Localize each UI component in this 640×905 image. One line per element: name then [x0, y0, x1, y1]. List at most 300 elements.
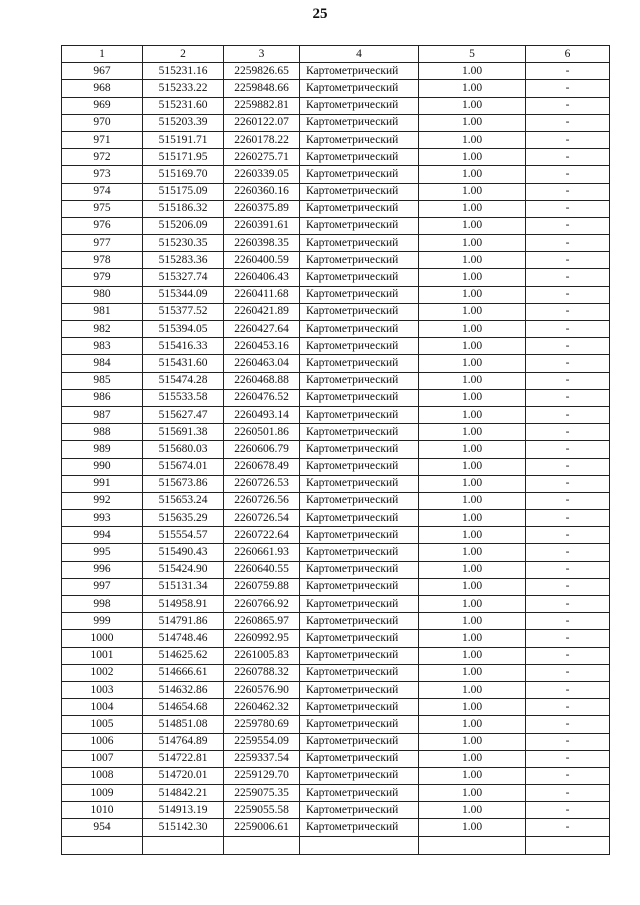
point-number-cell: 972: [62, 149, 143, 166]
method-cell: Картометрический: [300, 321, 419, 338]
table-row: [62, 785, 610, 802]
table-row: [62, 372, 610, 389]
y-coordinate-cell: 2260476.52: [224, 389, 300, 406]
method-cell: Картометрический: [300, 681, 419, 698]
accuracy-cell: 1.00: [419, 183, 526, 200]
y-coordinate-cell: 2259129.70: [224, 767, 300, 784]
x-coordinate-cell: 515131.34: [143, 578, 224, 595]
method-cell: Картометрический: [300, 767, 419, 784]
point-number-cell: 987: [62, 406, 143, 423]
x-coordinate-cell: 515283.36: [143, 252, 224, 269]
point-number-cell: 998: [62, 596, 143, 613]
note-cell: -: [526, 200, 610, 217]
column-header: 4: [300, 46, 419, 63]
x-coordinate-cell: 515680.03: [143, 441, 224, 458]
method-cell: Картометрический: [300, 303, 419, 320]
table-row: [62, 338, 610, 355]
x-coordinate-cell: 515490.43: [143, 544, 224, 561]
table-row: [62, 475, 610, 492]
page-number: 25: [312, 6, 328, 22]
accuracy-cell: 1.00: [419, 252, 526, 269]
x-coordinate-cell: 515171.95: [143, 149, 224, 166]
y-coordinate-cell: 2260360.16: [224, 183, 300, 200]
method-cell: Картометрический: [300, 458, 419, 475]
method-cell: Картометрический: [300, 166, 419, 183]
y-coordinate-cell: 2260640.55: [224, 561, 300, 578]
x-coordinate-cell: 514851.08: [143, 716, 224, 733]
point-number-cell: 986: [62, 389, 143, 406]
note-cell: -: [526, 802, 610, 819]
y-coordinate-cell: 2259848.66: [224, 80, 300, 97]
note-cell: -: [526, 767, 610, 784]
x-coordinate-cell: 515653.24: [143, 492, 224, 509]
x-coordinate-cell: 515377.52: [143, 303, 224, 320]
note-cell: -: [526, 338, 610, 355]
point-number-cell: 1004: [62, 699, 143, 716]
table-row: [62, 596, 610, 613]
method-cell: Картометрический: [300, 217, 419, 234]
accuracy-cell: 1.00: [419, 750, 526, 767]
y-coordinate-cell: 2260606.79: [224, 441, 300, 458]
y-coordinate-cell: 2260453.16: [224, 338, 300, 355]
accuracy-cell: 1.00: [419, 200, 526, 217]
table-row: [62, 767, 610, 784]
y-coordinate-cell: 2260678.49: [224, 458, 300, 475]
point-number-cell: 1001: [62, 647, 143, 664]
accuracy-cell: 1.00: [419, 149, 526, 166]
column-header: 3: [224, 46, 300, 63]
table-row: [62, 716, 610, 733]
method-cell: Картометрический: [300, 733, 419, 750]
y-coordinate-cell: 2260411.68: [224, 286, 300, 303]
table-row: [62, 733, 610, 750]
accuracy-cell: 1.00: [419, 785, 526, 802]
point-number-cell: 996: [62, 561, 143, 578]
accuracy-cell: 1.00: [419, 458, 526, 475]
method-cell: Картометрический: [300, 406, 419, 423]
method-cell: Картометрический: [300, 596, 419, 613]
accuracy-cell: 1.00: [419, 321, 526, 338]
y-coordinate-cell: 2260406.43: [224, 269, 300, 286]
point-number-cell: 992: [62, 492, 143, 509]
point-number-cell: 989: [62, 441, 143, 458]
point-number-cell: 1008: [62, 767, 143, 784]
column-header: 6: [526, 46, 610, 63]
y-coordinate-cell: 2259075.35: [224, 785, 300, 802]
x-coordinate-cell: 514748.46: [143, 630, 224, 647]
method-cell: Картометрический: [300, 475, 419, 492]
table-row: [62, 699, 610, 716]
x-coordinate-cell: 514913.19: [143, 802, 224, 819]
x-coordinate-cell: 515474.28: [143, 372, 224, 389]
note-cell: -: [526, 664, 610, 681]
x-coordinate-cell: 515627.47: [143, 406, 224, 423]
method-cell: Картометрический: [300, 424, 419, 441]
point-number-cell: 954: [62, 819, 143, 836]
point-number-cell: 978: [62, 252, 143, 269]
accuracy-cell: 1.00: [419, 802, 526, 819]
method-cell: Картометрический: [300, 355, 419, 372]
accuracy-cell: 1.00: [419, 389, 526, 406]
accuracy-cell: 1.00: [419, 424, 526, 441]
note-cell: -: [526, 699, 610, 716]
point-number-cell: 1003: [62, 681, 143, 698]
column-header: 1: [62, 46, 143, 63]
table-row: [62, 647, 610, 664]
point-number-cell: 1010: [62, 802, 143, 819]
table-row: [62, 235, 610, 252]
point-number-cell: 1007: [62, 750, 143, 767]
note-cell: -: [526, 681, 610, 698]
empty-cell: [419, 836, 526, 854]
x-coordinate-cell: 514666.61: [143, 664, 224, 681]
point-number-cell: 982: [62, 321, 143, 338]
method-cell: Картометрический: [300, 613, 419, 630]
accuracy-cell: 1.00: [419, 767, 526, 784]
x-coordinate-cell: 514632.86: [143, 681, 224, 698]
accuracy-cell: 1.00: [419, 286, 526, 303]
table-row: [62, 149, 610, 166]
note-cell: -: [526, 269, 610, 286]
point-number-cell: 971: [62, 131, 143, 148]
y-coordinate-cell: 2260391.61: [224, 217, 300, 234]
y-coordinate-cell: 2260501.86: [224, 424, 300, 441]
point-number-cell: 976: [62, 217, 143, 234]
note-cell: -: [526, 217, 610, 234]
point-number-cell: 967: [62, 63, 143, 80]
point-number-cell: 979: [62, 269, 143, 286]
table-row: [62, 613, 610, 630]
note-cell: -: [526, 321, 610, 338]
table-row: [62, 458, 610, 475]
note-cell: -: [526, 630, 610, 647]
method-cell: Картометрический: [300, 235, 419, 252]
y-coordinate-cell: 2260178.22: [224, 131, 300, 148]
table-row: [62, 819, 610, 836]
y-coordinate-cell: 2260992.95: [224, 630, 300, 647]
y-coordinate-cell: 2259780.69: [224, 716, 300, 733]
method-cell: Картометрический: [300, 750, 419, 767]
accuracy-cell: 1.00: [419, 235, 526, 252]
note-cell: -: [526, 510, 610, 527]
point-number-cell: 1009: [62, 785, 143, 802]
x-coordinate-cell: 514720.01: [143, 767, 224, 784]
point-number-cell: 968: [62, 80, 143, 97]
empty-cell: [143, 836, 224, 854]
method-cell: Картометрический: [300, 97, 419, 114]
x-coordinate-cell: 515673.86: [143, 475, 224, 492]
table-row: [62, 217, 610, 234]
note-cell: -: [526, 458, 610, 475]
empty-cell: [300, 836, 419, 854]
accuracy-cell: 1.00: [419, 441, 526, 458]
x-coordinate-cell: 514791.86: [143, 613, 224, 630]
accuracy-cell: 1.00: [419, 131, 526, 148]
note-cell: -: [526, 596, 610, 613]
note-cell: -: [526, 647, 610, 664]
method-cell: Картометрический: [300, 252, 419, 269]
method-cell: Картометрический: [300, 114, 419, 131]
method-cell: Картометрический: [300, 664, 419, 681]
y-coordinate-cell: 2260400.59: [224, 252, 300, 269]
point-number-cell: 991: [62, 475, 143, 492]
note-cell: -: [526, 252, 610, 269]
point-number-cell: 994: [62, 527, 143, 544]
note-cell: -: [526, 716, 610, 733]
accuracy-cell: 1.00: [419, 406, 526, 423]
x-coordinate-cell: 515344.09: [143, 286, 224, 303]
table-row: [62, 578, 610, 595]
x-coordinate-cell: 515431.60: [143, 355, 224, 372]
method-cell: Картометрический: [300, 647, 419, 664]
point-number-cell: 990: [62, 458, 143, 475]
x-coordinate-cell: 515169.70: [143, 166, 224, 183]
x-coordinate-cell: 514625.62: [143, 647, 224, 664]
method-cell: Картометрический: [300, 80, 419, 97]
x-coordinate-cell: 515424.90: [143, 561, 224, 578]
accuracy-cell: 1.00: [419, 544, 526, 561]
table-header-row: [62, 46, 610, 63]
accuracy-cell: 1.00: [419, 97, 526, 114]
empty-cell: [526, 836, 610, 854]
column-header: 2: [143, 46, 224, 63]
point-number-cell: 993: [62, 510, 143, 527]
y-coordinate-cell: 2260759.88: [224, 578, 300, 595]
y-coordinate-cell: 2260122.07: [224, 114, 300, 131]
empty-table-row: [62, 836, 610, 854]
y-coordinate-cell: 2260468.88: [224, 372, 300, 389]
accuracy-cell: 1.00: [419, 527, 526, 544]
accuracy-cell: 1.00: [419, 664, 526, 681]
note-cell: -: [526, 750, 610, 767]
note-cell: -: [526, 544, 610, 561]
y-coordinate-cell: 2260493.14: [224, 406, 300, 423]
y-coordinate-cell: 2260462.32: [224, 699, 300, 716]
method-cell: Картометрический: [300, 63, 419, 80]
x-coordinate-cell: 515142.30: [143, 819, 224, 836]
y-coordinate-cell: 2259882.81: [224, 97, 300, 114]
method-cell: Картометрический: [300, 338, 419, 355]
point-number-cell: 975: [62, 200, 143, 217]
x-coordinate-cell: 515416.33: [143, 338, 224, 355]
y-coordinate-cell: 2260726.53: [224, 475, 300, 492]
table-row: [62, 630, 610, 647]
accuracy-cell: 1.00: [419, 338, 526, 355]
accuracy-cell: 1.00: [419, 269, 526, 286]
note-cell: -: [526, 131, 610, 148]
note-cell: -: [526, 183, 610, 200]
note-cell: -: [526, 389, 610, 406]
point-number-cell: 1005: [62, 716, 143, 733]
x-coordinate-cell: 515327.74: [143, 269, 224, 286]
y-coordinate-cell: 2260661.93: [224, 544, 300, 561]
method-cell: Картометрический: [300, 561, 419, 578]
x-coordinate-cell: 515533.58: [143, 389, 224, 406]
note-cell: -: [526, 406, 610, 423]
accuracy-cell: 1.00: [419, 647, 526, 664]
table-row: [62, 269, 610, 286]
x-coordinate-cell: 515691.38: [143, 424, 224, 441]
note-cell: -: [526, 492, 610, 509]
note-cell: -: [526, 372, 610, 389]
method-cell: Картометрический: [300, 544, 419, 561]
note-cell: -: [526, 441, 610, 458]
note-cell: -: [526, 63, 610, 80]
method-cell: Картометрический: [300, 819, 419, 836]
table-row: [62, 183, 610, 200]
method-cell: Картометрический: [300, 527, 419, 544]
accuracy-cell: 1.00: [419, 166, 526, 183]
y-coordinate-cell: 2260722.64: [224, 527, 300, 544]
point-number-cell: 983: [62, 338, 143, 355]
table-row: [62, 97, 610, 114]
x-coordinate-cell: 515191.71: [143, 131, 224, 148]
note-cell: -: [526, 578, 610, 595]
point-number-cell: 1002: [62, 664, 143, 681]
x-coordinate-cell: 515186.32: [143, 200, 224, 217]
method-cell: Картометрический: [300, 149, 419, 166]
method-cell: Картометрический: [300, 578, 419, 595]
empty-cell: [224, 836, 300, 854]
accuracy-cell: 1.00: [419, 372, 526, 389]
table-row: [62, 561, 610, 578]
table-row: [62, 750, 610, 767]
y-coordinate-cell: 2261005.83: [224, 647, 300, 664]
y-coordinate-cell: 2260726.56: [224, 492, 300, 509]
point-number-cell: 974: [62, 183, 143, 200]
table-row: [62, 166, 610, 183]
method-cell: Картометрический: [300, 699, 419, 716]
table-row: [62, 510, 610, 527]
method-cell: Картометрический: [300, 492, 419, 509]
note-cell: -: [526, 235, 610, 252]
table-row: [62, 63, 610, 80]
x-coordinate-cell: 514958.91: [143, 596, 224, 613]
y-coordinate-cell: 2260766.92: [224, 596, 300, 613]
point-number-cell: 1006: [62, 733, 143, 750]
note-cell: -: [526, 286, 610, 303]
method-cell: Картометрический: [300, 200, 419, 217]
table-row: [62, 802, 610, 819]
x-coordinate-cell: 514654.68: [143, 699, 224, 716]
note-cell: -: [526, 149, 610, 166]
note-cell: -: [526, 166, 610, 183]
table-body: [62, 63, 610, 854]
coordinates-table: [61, 45, 610, 855]
table-row: [62, 114, 610, 131]
x-coordinate-cell: 515233.22: [143, 80, 224, 97]
y-coordinate-cell: 2259006.61: [224, 819, 300, 836]
y-coordinate-cell: 2259826.65: [224, 63, 300, 80]
x-coordinate-cell: 515635.29: [143, 510, 224, 527]
accuracy-cell: 1.00: [419, 217, 526, 234]
table-row: [62, 200, 610, 217]
method-cell: Картометрический: [300, 716, 419, 733]
x-coordinate-cell: 515231.60: [143, 97, 224, 114]
point-number-cell: 973: [62, 166, 143, 183]
accuracy-cell: 1.00: [419, 303, 526, 320]
point-number-cell: 970: [62, 114, 143, 131]
accuracy-cell: 1.00: [419, 510, 526, 527]
method-cell: Картометрический: [300, 785, 419, 802]
x-coordinate-cell: 514722.81: [143, 750, 224, 767]
x-coordinate-cell: 515394.05: [143, 321, 224, 338]
x-coordinate-cell: 515203.39: [143, 114, 224, 131]
note-cell: -: [526, 733, 610, 750]
table-row: [62, 252, 610, 269]
point-number-cell: 985: [62, 372, 143, 389]
accuracy-cell: 1.00: [419, 613, 526, 630]
table-row: [62, 131, 610, 148]
table-row: [62, 527, 610, 544]
method-cell: Картометрический: [300, 802, 419, 819]
table-row: [62, 441, 610, 458]
y-coordinate-cell: 2260421.89: [224, 303, 300, 320]
point-number-cell: 1000: [62, 630, 143, 647]
accuracy-cell: 1.00: [419, 699, 526, 716]
y-coordinate-cell: 2260427.64: [224, 321, 300, 338]
x-coordinate-cell: 515674.01: [143, 458, 224, 475]
y-coordinate-cell: 2260788.32: [224, 664, 300, 681]
y-coordinate-cell: 2259337.54: [224, 750, 300, 767]
empty-cell: [62, 836, 143, 854]
note-cell: -: [526, 785, 610, 802]
point-number-cell: 988: [62, 424, 143, 441]
accuracy-cell: 1.00: [419, 80, 526, 97]
method-cell: Картометрический: [300, 372, 419, 389]
accuracy-cell: 1.00: [419, 819, 526, 836]
point-number-cell: 977: [62, 235, 143, 252]
accuracy-cell: 1.00: [419, 733, 526, 750]
note-cell: -: [526, 355, 610, 372]
x-coordinate-cell: 514764.89: [143, 733, 224, 750]
method-cell: Картометрический: [300, 131, 419, 148]
table-row: [62, 303, 610, 320]
point-number-cell: 969: [62, 97, 143, 114]
method-cell: Картометрический: [300, 389, 419, 406]
x-coordinate-cell: 514842.21: [143, 785, 224, 802]
method-cell: Картометрический: [300, 183, 419, 200]
method-cell: Картометрический: [300, 286, 419, 303]
y-coordinate-cell: 2259055.58: [224, 802, 300, 819]
y-coordinate-cell: 2260576.90: [224, 681, 300, 698]
note-cell: -: [526, 527, 610, 544]
accuracy-cell: 1.00: [419, 355, 526, 372]
note-cell: -: [526, 97, 610, 114]
table-row: [62, 286, 610, 303]
method-cell: Картометрический: [300, 630, 419, 647]
table-row: [62, 544, 610, 561]
accuracy-cell: 1.00: [419, 114, 526, 131]
note-cell: -: [526, 114, 610, 131]
accuracy-cell: 1.00: [419, 63, 526, 80]
column-header: 5: [419, 46, 526, 63]
accuracy-cell: 1.00: [419, 596, 526, 613]
x-coordinate-cell: 515230.35: [143, 235, 224, 252]
point-number-cell: 995: [62, 544, 143, 561]
accuracy-cell: 1.00: [419, 716, 526, 733]
note-cell: -: [526, 80, 610, 97]
table-row: [62, 406, 610, 423]
y-coordinate-cell: 2260463.04: [224, 355, 300, 372]
point-number-cell: 981: [62, 303, 143, 320]
accuracy-cell: 1.00: [419, 561, 526, 578]
note-cell: -: [526, 475, 610, 492]
accuracy-cell: 1.00: [419, 630, 526, 647]
note-cell: -: [526, 561, 610, 578]
point-number-cell: 997: [62, 578, 143, 595]
x-coordinate-cell: 515175.09: [143, 183, 224, 200]
